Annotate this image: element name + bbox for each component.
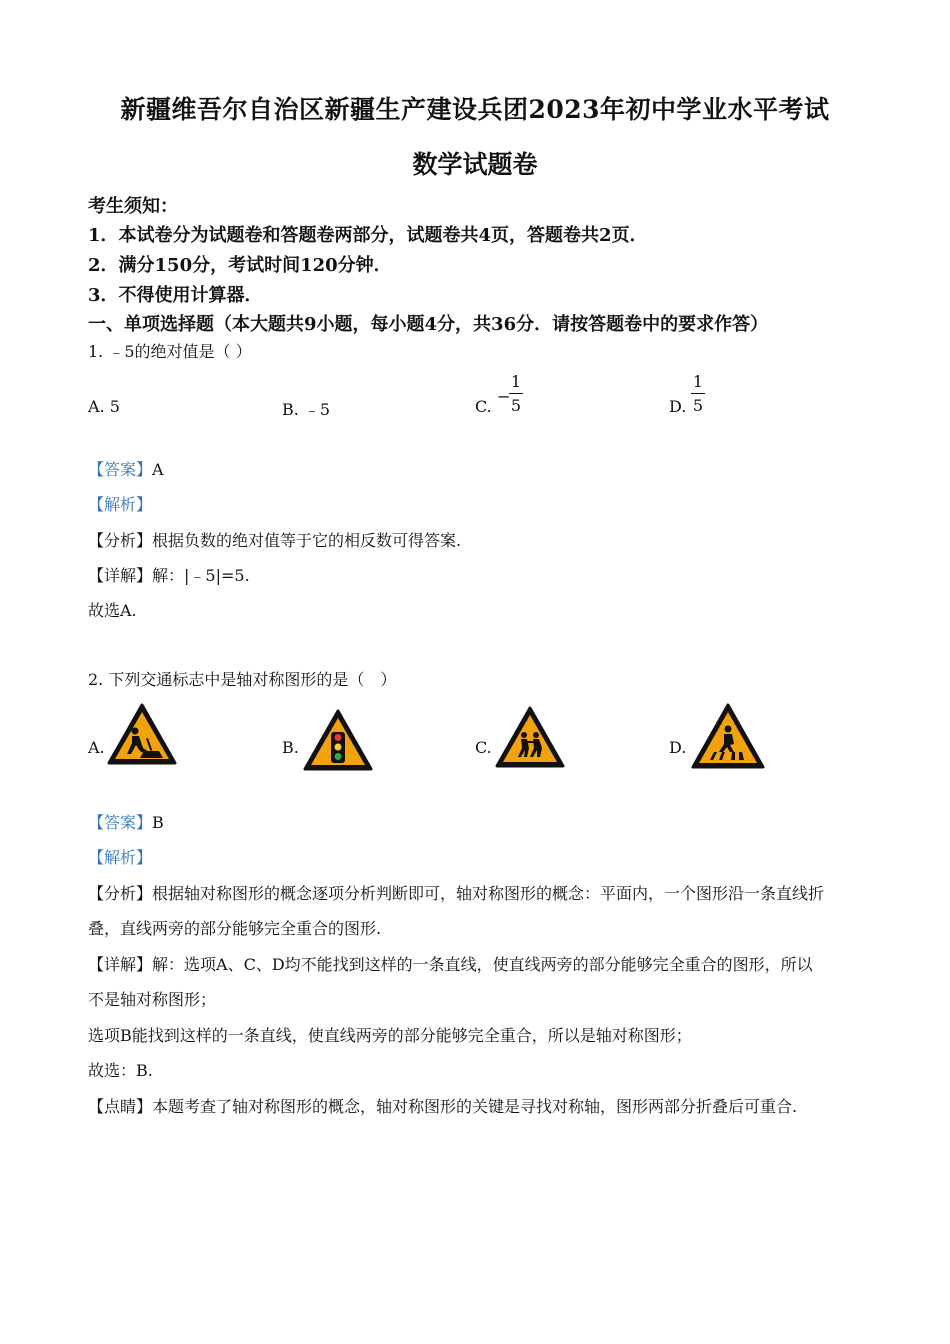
analysis-text: 根据负数的绝对值等于它的相反数可得答案. (152, 531, 462, 550)
q2-detail-line3: 选项B能找到这样的一条直线，使直线两旁的部分能够完全重合，所以是轴对称图形； (88, 1026, 692, 1045)
analysis-text: 根据轴对称图形的概念逐项分析判断即可，轴对称图形的概念：平面内，一个图形沿一条直线折 (152, 884, 825, 903)
q1-conclusion: 故选A. (88, 601, 137, 620)
question-2-stem: 2. 下列交通标志中是轴对称图形的是（ ） (88, 670, 397, 689)
traffic-light-sign-icon (302, 708, 374, 772)
q1-option-b: B. ﹣5 (282, 400, 331, 419)
worker-sign-icon (106, 702, 178, 766)
q1-option-c-numerator: 1 (510, 372, 522, 391)
detail-tag: 【详解】 (88, 955, 153, 974)
answer-tag: 【答案】 (88, 460, 153, 479)
q2-detail (88, 952, 813, 975)
q2-analysis-cont: 叠，直线两旁的部分能够完全重合的图形. (88, 919, 382, 938)
notice-heading: 考生须知： (88, 196, 178, 217)
exam-title: 新疆维吾尔自治区新疆生产建设兵团2023年初中学业水平考试 (120, 95, 830, 124)
detail-tag: 【详解】 (88, 566, 153, 585)
q2-answer: B (152, 813, 164, 832)
q1-option-c-fraction (509, 372, 523, 416)
q2-detail-cont: 不是轴对称图形； (88, 990, 217, 1009)
paper-subtitle: 数学试题卷 (412, 150, 538, 179)
q1-answer: A (152, 460, 164, 479)
children-crossing-sign-icon (494, 705, 566, 769)
q2-analysis (88, 881, 824, 904)
q2-conclusion: 故选：B. (88, 1061, 153, 1080)
analysis-tag: 【分析】 (88, 884, 153, 903)
q2-jiexi-tag: 【解析】 (88, 848, 153, 867)
pedestrian-crossing-sign-icon (690, 702, 766, 770)
q1-answer-line (88, 457, 164, 480)
question-1-stem: 1. ﹣5的绝对值是（ ） (88, 342, 252, 361)
q1-analysis (88, 528, 461, 551)
q1-detail (88, 563, 250, 586)
q2-answer-line (88, 810, 164, 833)
analysis-tag: 【分析】 (88, 531, 153, 550)
q2-option-b-label: B. (282, 738, 299, 757)
notice-item-1: 1．本试卷分为试题卷和答题卷两部分，试题卷共4页，答题卷共2页． (88, 225, 648, 246)
fraction-bar (509, 393, 523, 394)
answer-tag: 【答案】 (88, 813, 153, 832)
fraction-bar (691, 393, 705, 394)
q1-option-d-fraction (691, 372, 705, 416)
section-1-title: 一、单项选择题（本大题共9小题，每小题4分，共36分．请按答题卷中的要求作答） (88, 314, 769, 335)
q1-option-c-denominator: 5 (510, 396, 522, 415)
q2-comment (88, 1094, 797, 1117)
q1-option-d-numerator: 1 (692, 372, 704, 391)
q1-jiexi-tag: 【解析】 (88, 495, 153, 514)
notice-item-3: 3．不得使用计算器． (88, 285, 263, 306)
detail-text: 解：选项A、C、D均不能找到这样的一条直线，使直线两旁的部分能够完全重合的图形，所以 (152, 955, 813, 974)
q2-option-d-label: D. (669, 738, 687, 757)
detail-text: 解：|﹣5|=5. (152, 566, 250, 585)
q2-option-a-label: A. (88, 738, 105, 757)
q1-option-d-label: D. (669, 397, 687, 416)
q1-option-c-minus: − (497, 387, 511, 406)
notice-item-2: 2．满分150分，考试时间120分钟． (88, 255, 392, 276)
q2-option-c-label: C. (475, 738, 492, 757)
q1-option-c-label: C. (475, 397, 492, 416)
q1-option-d-denominator: 5 (692, 396, 704, 415)
q1-option-a: A. 5 (88, 397, 120, 416)
comment-text: 本题考查了轴对称图形的概念，轴对称图形的关键是寻找对称轴，图形两部分折叠后可重合. (152, 1097, 798, 1116)
comment-tag: 【点睛】 (88, 1097, 153, 1116)
